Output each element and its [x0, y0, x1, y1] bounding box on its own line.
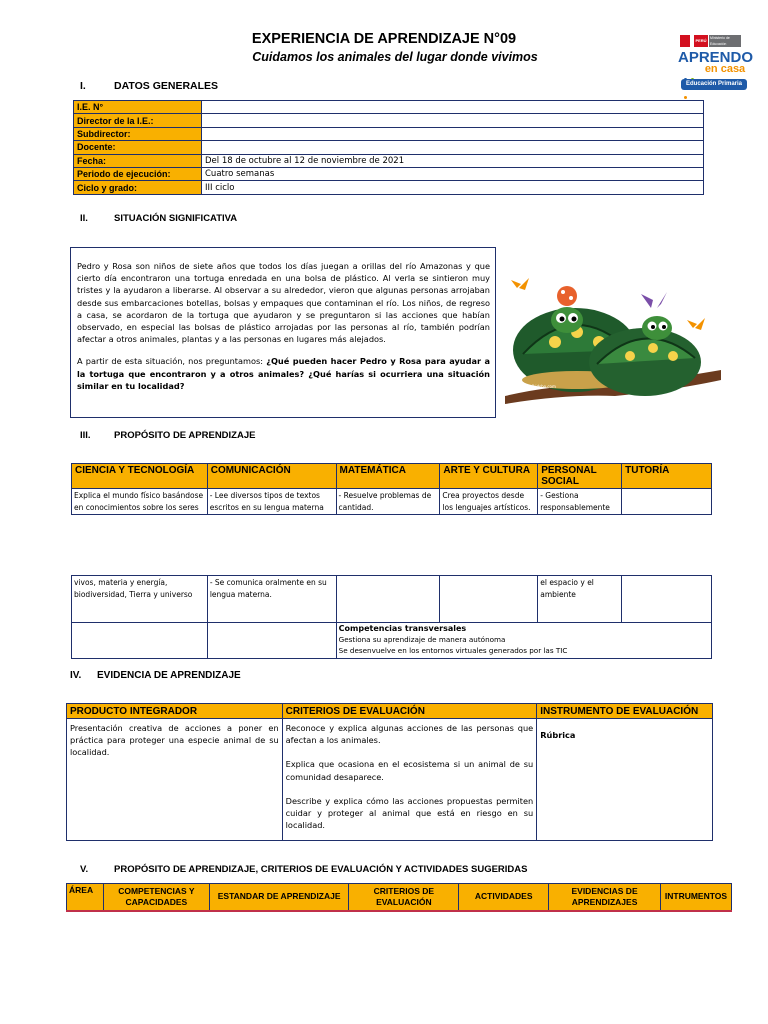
row-label: Subdirector: — [74, 127, 202, 140]
table-row — [74, 101, 704, 114]
table-row — [74, 141, 704, 154]
table-cell: el espacio y el ambiente — [538, 576, 622, 623]
table-header-row — [67, 704, 713, 719]
table-cell — [440, 576, 538, 623]
col-header: ACTIVIDADES — [459, 884, 549, 911]
document-title: EXPERIENCIA DE APRENDIZAJE N°09 — [251, 31, 517, 47]
table-row — [72, 576, 712, 623]
row-label: Periodo de ejecución: — [74, 167, 202, 180]
aprendo-en-casa-logo — [678, 33, 754, 95]
instrumento-cell: Rúbrica — [537, 719, 713, 841]
col-header: COMUNICACIÓN — [207, 464, 336, 489]
peru-shield-icon — [680, 35, 690, 47]
col-header: CIENCIA Y TECNOLOGÍA — [72, 464, 208, 489]
producto-cell: Presentación creativa de acciones a poner en práctica para proteger una especie animal de su localidad. — [67, 719, 283, 841]
table-row — [74, 114, 704, 127]
table-cell: Explica el mundo físico basándose en conocimientos sobre los seres — [72, 489, 208, 515]
row-label: Fecha: — [74, 154, 202, 167]
col-header: INTRUMENTOS — [660, 884, 731, 911]
datos-generales-table — [73, 100, 704, 195]
table-cell: vivos, materia y energía, biodiversidad, Tierra y universo — [72, 576, 208, 623]
table-cell: - Resuelve problemas de cantidad. — [336, 489, 440, 515]
col-header: EVIDENCIAS DE APRENDIZAJES — [549, 884, 661, 911]
row-value: Cuatro semanas — [202, 167, 704, 180]
row-value: Del 18 de octubre al 12 de noviembre de 2021 — [202, 154, 704, 167]
turtles-illustration — [505, 258, 721, 404]
col-header: PERSONAL SOCIAL — [538, 464, 622, 489]
document-subtitle: Cuidamos los animales del lugar donde vivimos — [252, 50, 538, 64]
transversal-item: Se desenvuelve en los entornos virtuales generados por las TIC — [338, 646, 568, 655]
table-cell: - Lee diversos tipos de textos escritos en su lengua materna — [207, 489, 336, 515]
table-cell — [622, 576, 712, 623]
situacion-significativa-box — [70, 247, 496, 418]
row-value — [202, 141, 704, 154]
col-header: INSTRUMENTO DE EVALUACIÓN — [537, 704, 713, 719]
col-header: ARTE Y CULTURA — [440, 464, 538, 489]
table-row — [74, 167, 704, 180]
row-value: III ciclo — [202, 181, 704, 194]
table-row — [67, 719, 713, 841]
table-row — [72, 489, 712, 515]
row-label: Director de la I.E.: — [74, 114, 202, 127]
proposito-table-continued — [71, 575, 712, 659]
section-4-heading: IV. EVIDENCIA DE APRENDIZAJE — [70, 670, 241, 681]
table-cell — [336, 576, 440, 623]
table-cell: - Gestiona responsablemente — [538, 489, 622, 515]
table-cell — [622, 489, 712, 515]
row-value — [202, 101, 704, 114]
table-cell: Crea proyectos desde los lenguajes artísticos. — [440, 489, 538, 515]
section-5-heading: V. PROPÓSITO DE APRENDIZAJE, CRITERIOS DE EVALUACIÓN Y ACTIVIDADES SUGERIDAS — [80, 864, 528, 875]
educacion-primaria-ribbon: Educación Primaria — [681, 79, 747, 90]
col-header: ÁREA — [67, 884, 104, 911]
table-row — [74, 127, 704, 140]
row-label: Ciclo y grado: — [74, 181, 202, 194]
row-label: Docente: — [74, 141, 202, 154]
table-cell: - Se comunica oralmente en su lengua materna. — [207, 576, 336, 623]
ministry-peru-label: PERÚ — [694, 35, 708, 47]
criterio-item: Explica que ocasiona en el ecosistema si un animal de su comunidad desaparece. — [285, 759, 534, 782]
evidencia-table — [66, 703, 713, 841]
col-header: PRODUCTO INTEGRADOR — [67, 704, 283, 719]
table-header-row — [67, 884, 732, 911]
section-2-heading: II. SITUACIÓN SIGNIFICATIVA — [80, 213, 238, 224]
color-dots-icon — [684, 68, 698, 74]
transversales-title: Competencias transversales — [338, 624, 467, 633]
table-row — [74, 154, 704, 167]
table-row — [74, 181, 704, 194]
situacion-question-paragraph: A partir de esta situación, nos preguntamos: ¿Qué pueden hacer Pedro y Rosa para ayudar a la tortuga que encontraron y a otros animales? ¿Qué harías si ocurriera una situación similar en tu localidad? — [77, 356, 490, 391]
row-value — [202, 127, 704, 140]
image-credit: theartofkidsbo.com — [517, 384, 556, 389]
section-1-heading: I. DATOS GENERALES — [80, 80, 219, 92]
brand-aprendo: APRENDO — [678, 49, 754, 66]
table-row — [72, 623, 712, 659]
section-3-heading: III. PROPÓSITO DE APRENDIZAJE — [80, 430, 256, 441]
transversales-cell — [336, 623, 711, 659]
col-header: CRITERIOS DE EVALUACIÓN — [349, 884, 459, 911]
criterio-item: Describe y explica cómo las acciones propuestas permiten cuidar y proteger al animal que está en riesgo en su localidad. — [285, 795, 534, 831]
col-header: CRITERIOS DE EVALUACIÓN — [282, 704, 537, 719]
area-table — [66, 883, 732, 912]
criterios-cell — [282, 719, 537, 841]
ministry-name-label: Ministerio de Educación — [709, 35, 741, 47]
col-header: MATEMÁTICA — [336, 464, 440, 489]
row-label: I.E. N° — [74, 101, 202, 114]
brand-en-casa: en casa — [704, 63, 746, 75]
col-header: TUTORÍA — [622, 464, 712, 489]
proposito-table — [71, 463, 712, 515]
table-header-row — [72, 464, 712, 489]
situacion-paragraph: Pedro y Rosa son niños de siete años que todos los días juegan a orillas del río Amazonas y que cierto día encontraron una tortuga enredada en una bolsa de plástico. Al verla se sintieron muy tristes y la ayudaron a liberarse. Al observar a su alrededor, vieron que algunas personas arrojaban desde sus embarcaciones botellas, bolsas y empaques que contaminan el río. Los niños, de regreso a casa, se acordaron de la tortuga que ayudaron y se preguntaron si las acciones que habían observado, en especial las bolsas de plástico arrojadas por las personas al río, también podrían afectar a otros animales, plantas y a las personas en lugares más alejados. — [77, 261, 490, 345]
table-cell — [207, 623, 336, 659]
criterio-item: Reconoce y explica algunas acciones de las personas que afectan a los animales. — [285, 723, 534, 746]
table-cell — [72, 623, 208, 659]
col-header: ESTANDAR DE APRENDIZAJE — [209, 884, 349, 911]
transversal-item: Gestiona su aprendizaje de manera autónoma — [338, 635, 506, 644]
col-header: COMPETENCIAS Y CAPACIDADES — [103, 884, 209, 911]
row-value — [202, 114, 704, 127]
